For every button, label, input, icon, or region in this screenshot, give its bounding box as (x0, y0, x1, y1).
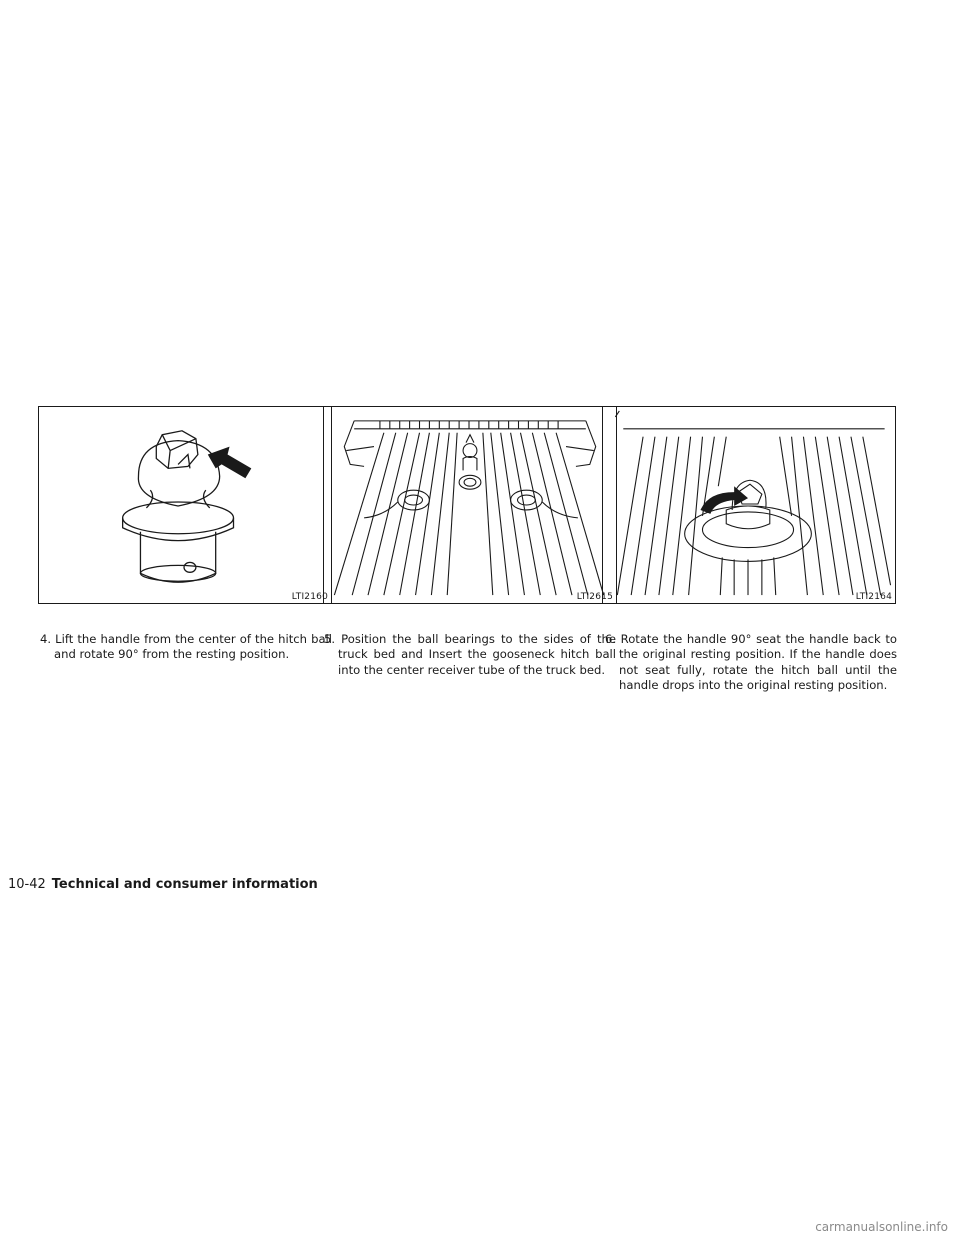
section-title: Technical and consumer information (51, 877, 318, 892)
step-4-text: 4. Lift the handle from the center of the hitch ball and rotate 90° from the resting position. (40, 632, 332, 662)
figure-code: LTI2160 (291, 592, 328, 602)
page-number: 10-42 (8, 877, 46, 892)
figure-code: LTI2164 (855, 592, 892, 602)
figure-rotate-handle (602, 406, 896, 604)
step-6-text: 6. Rotate the handle 90° seat the handle back to the original resting position. If the handle does not seat fully, rotate the hitch ball until the handle drops into the original resting position. (605, 632, 897, 693)
figure-code: LTI2615 (576, 592, 613, 602)
figure-hitch-ball-handle (38, 406, 332, 604)
page-footer (8, 877, 318, 892)
truck-bed-illustration (324, 407, 616, 603)
rotate-handle-illustration (603, 407, 895, 603)
step-5-text: 5. Position the ball bearings to the sides of the truck bed and Insert the gooseneck hitch ball into the center receiver tube of the truck bed. (324, 632, 616, 677)
watermark: carmanualsonline.info (815, 1220, 948, 1234)
hitch-ball-illustration (39, 407, 331, 603)
figure-truck-bed-insert (323, 406, 617, 604)
